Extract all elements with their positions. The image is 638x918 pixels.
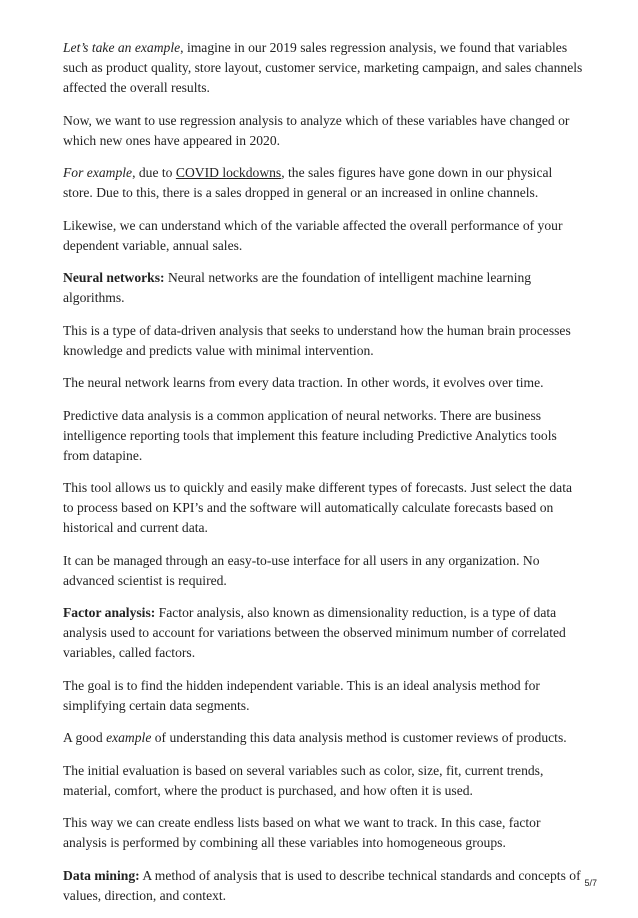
paragraph-easy-interface: It can be managed through an easy-to-use interface for all users in any organization. No advanced scientist is required. bbox=[63, 552, 540, 588]
paragraph-text: , the sales figures have gone down in our physical store. Due to this, there is a sales dropped in general or an increased in online channels. bbox=[63, 165, 553, 200]
paragraph-text: Neural networks are the foundation of intelligent machine learning algorithms. bbox=[63, 270, 532, 305]
paragraph-example-intro bbox=[63, 38, 583, 98]
paragraph-initial-evaluation: The initial evaluation is based on several variables such as color, size, fit, current trends, material, comfort, where the product is purchased, and how often it is used. bbox=[63, 762, 544, 798]
paragraph-data-driven-analysis: This is a type of data-driven analysis that seeks to understand how the human brain processes knowledge and predicts value with minimal intervention. bbox=[63, 322, 571, 358]
paragraph-covid-example bbox=[63, 163, 583, 203]
paragraph-forecasts-tool: This tool allows us to quickly and easily make different types of forecasts. Just select the data to process based on KPI’s and the software will automatically calculate forecasts based on historical and current data. bbox=[63, 480, 573, 535]
paragraph-predictive-analysis: Predictive data analysis is a common application of neural networks. There are business intelligence reporting tools that implement this feature including Predictive Analytics tools from datapine. bbox=[63, 407, 557, 463]
term-heading: Factor analysis: bbox=[63, 605, 156, 620]
paragraph-text: , due to bbox=[132, 165, 176, 180]
paragraph-text: of understanding this data analysis method is customer reviews of products. bbox=[151, 730, 567, 745]
document-body bbox=[63, 38, 583, 918]
paragraph-text: Factor analysis, also known as dimensionality reduction, is a type of data analysis used to account for variations between the observed minimum number of correlated variables, called factors. bbox=[63, 605, 566, 660]
paragraph-network-learns: The neural network learns from every data traction. In other words, it evolves over time. bbox=[63, 375, 544, 390]
paragraph-homogeneous-groups: This way we can create endless lists based on what we want to track. In this case, factor analysis is performed by combining all these variables into homogeneous groups. bbox=[63, 815, 541, 850]
paragraph-text: A method of analysis that is used to describe technical standards and concepts of values, direction, and context. bbox=[63, 867, 581, 903]
paragraph-emphasis: example bbox=[106, 730, 152, 745]
paragraph-hidden-variable: The goal is to find the hidden independent variable. This is an ideal analysis method for simplifying certain data segments. bbox=[63, 677, 540, 713]
paragraph-regression-2020: Now, we want to use regression analysis to analyze which of these variables have changed or which new ones have appeared in 2020. bbox=[63, 112, 570, 148]
term-heading: Data mining: bbox=[63, 867, 140, 883]
covid-lockdowns-link[interactable]: COVID lockdowns bbox=[175, 165, 282, 180]
paragraph-lead: For example bbox=[63, 165, 133, 180]
paragraph-dependent-variable: Likewise, we can understand which of the variable affected the overall performance of your dependent variable, annual sales. bbox=[63, 217, 563, 253]
paragraph-data-mining bbox=[63, 866, 583, 906]
paragraph-customer-reviews bbox=[63, 728, 583, 748]
paragraph-neural-networks bbox=[63, 268, 583, 308]
paragraph-factor-analysis bbox=[63, 603, 583, 663]
term-heading: Neural networks: bbox=[63, 270, 165, 285]
paragraph-text: A good bbox=[63, 730, 107, 745]
paragraph-lead: Let’s take an example bbox=[63, 40, 181, 55]
page-number: 5/7 bbox=[584, 878, 597, 888]
paragraph-text: , imagine in our 2019 sales regression analysis, we found that variables such as product quality, store layout, customer service, marketing campaign, and sales channels affected the overall results. bbox=[63, 40, 583, 95]
